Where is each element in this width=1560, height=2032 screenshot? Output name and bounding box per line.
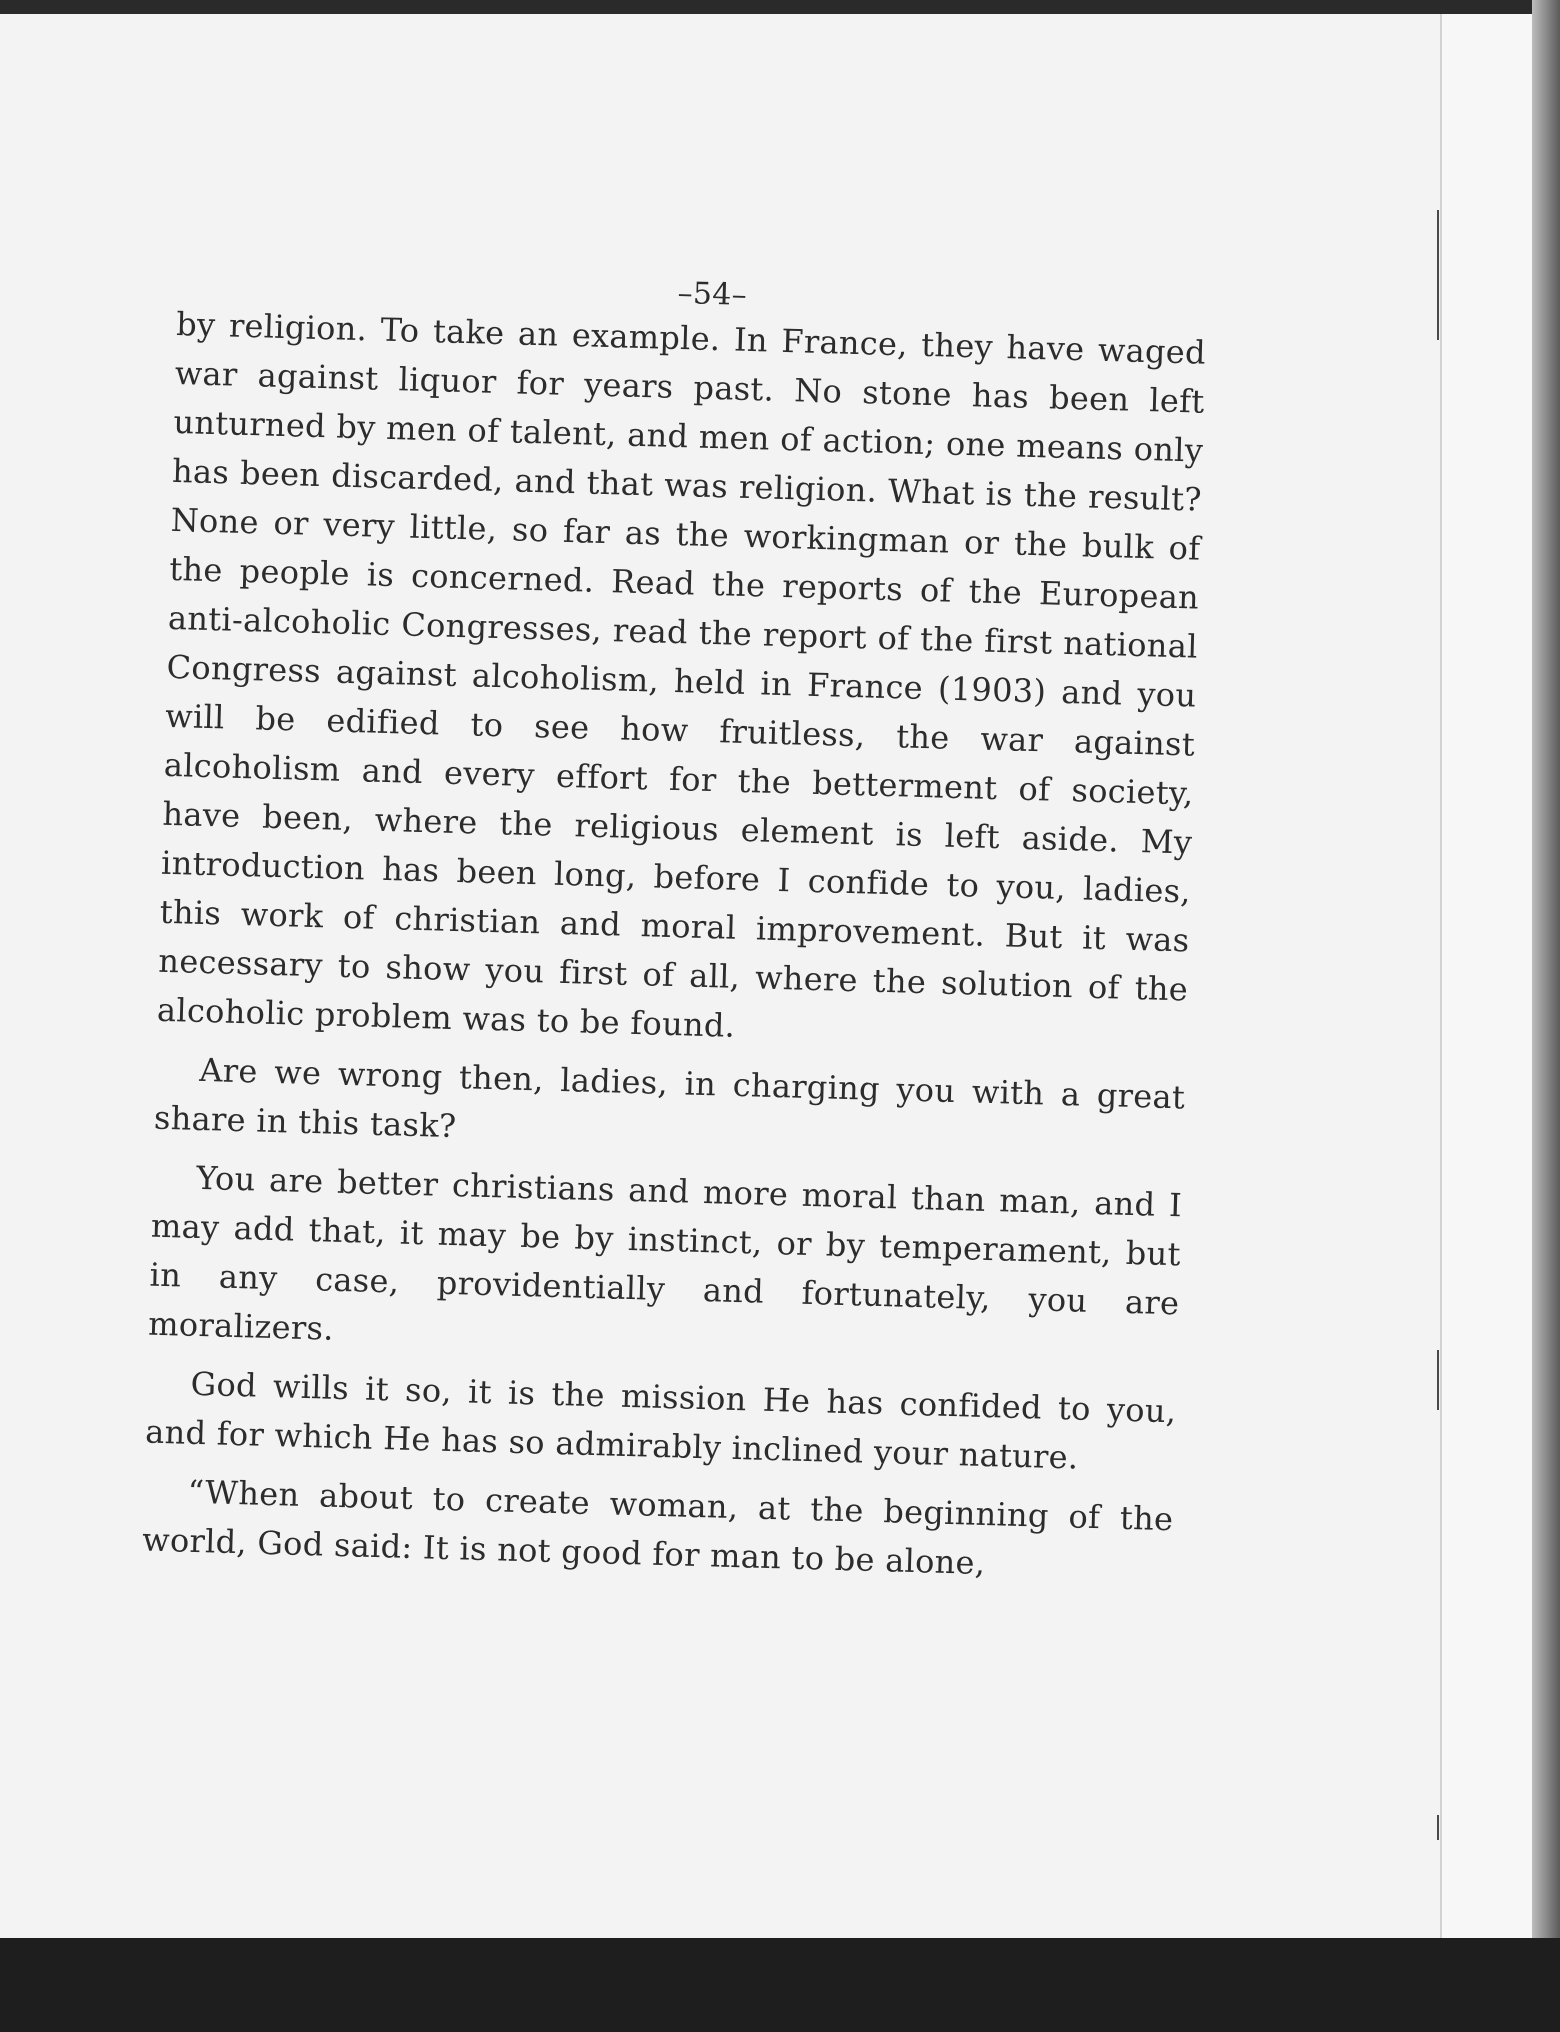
facing-page-edge [1440, 14, 1532, 1938]
page-fold-shadow [1437, 210, 1439, 340]
paragraph: Are we wrong then, ladies, in charging you with a great share in this task? [153, 1050, 1186, 1146]
paragraph: “When about to create woman, at the beginning of the world, God said: It is not good for man to be alone, [141, 1472, 1174, 1583]
page-fold-shadow [1437, 1815, 1439, 1840]
scan-top-edge [0, 0, 1560, 14]
paragraph: God wills it so, it is the mission He has confided to you, and for which He has so admirably inclined your nature. [144, 1364, 1177, 1477]
scan-right-edge [1532, 0, 1560, 1938]
page-number: –54– [677, 275, 748, 313]
paragraph: You are better christians and more moral than man, and I may add that, it may be by instinct, or by temperament, but in any case, providentially and fortunately, you are moralizers. [147, 1158, 1183, 1348]
page-fold-shadow [1437, 1350, 1439, 1410]
page-text-block [142, 262, 1208, 1593]
paragraph: by religion. To take an example. In France, they have waged war against liquor for years past. No stone has been left unturned by men of talent, and men of action; one means only has been discarded, and that was religion. What is the result? None or very little, so far as the workingman or the bulk of the people is concerned. Read the reports of the European anti-alcoholic Congresses, read the report of the first national Congress against alcoholism, held in France (1903) and you will be edified to see how fruitless, the war against alcoholism and every effort for the betterment of society, have been, where the religious element is left aside. My introduction has been long, before I confide to you, ladies, this work of christian and moral improvement. But it was necessary to show you first of all, where the solution of the alcoholic problem was to be found. [156, 304, 1207, 1045]
scan-bottom-edge [0, 1938, 1560, 2032]
